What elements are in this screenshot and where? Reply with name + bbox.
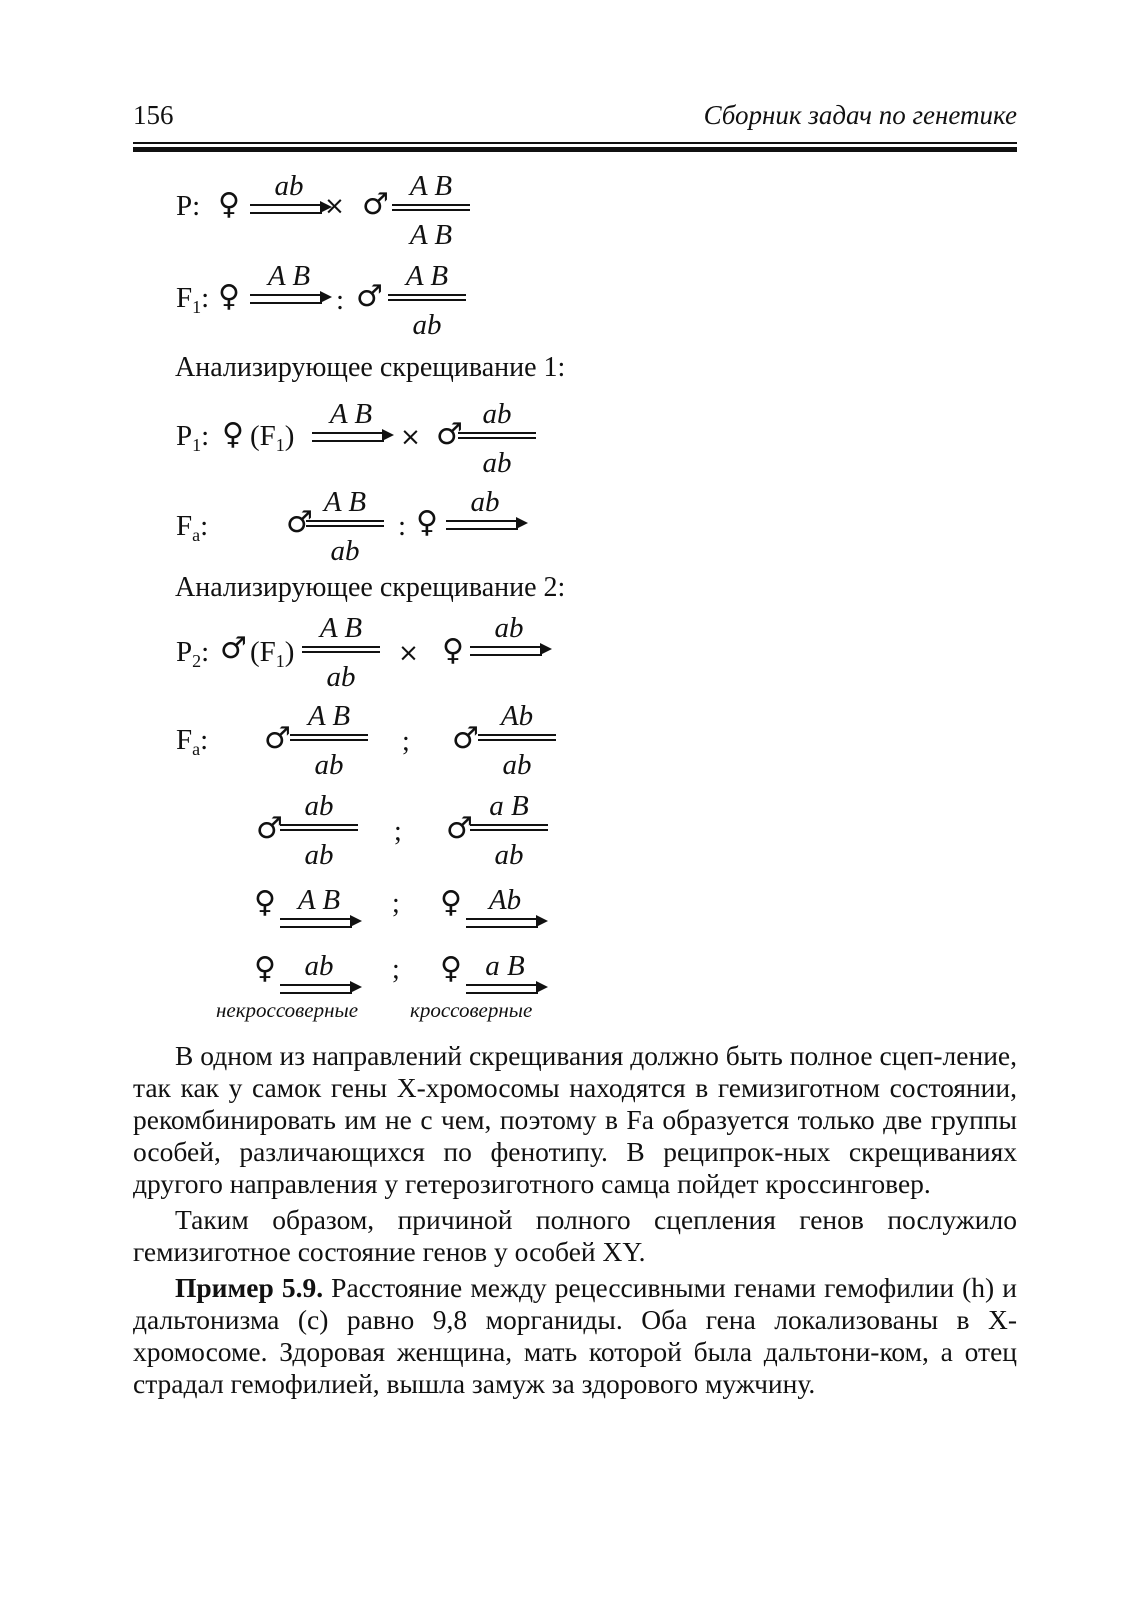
fa1-female-genotype: ab (446, 488, 524, 530)
separator: ; (402, 726, 410, 757)
cross-symbol: × (324, 191, 345, 220)
female-symbol: ♀ (440, 885, 462, 920)
female-symbol: ♀ (254, 951, 276, 986)
female-symbol: ♀ (218, 279, 240, 314)
example-title: Пример 5.9. (175, 1272, 324, 1303)
p1-female-genotype: A B (312, 400, 390, 442)
fa2-female-genotype: a B (466, 952, 544, 994)
p-female-genotype: ab (250, 172, 328, 214)
x-chromosome-arrow (470, 646, 542, 656)
paragraph: В одном из направлений скрещивания должно быть полное сцеп-ление, так как у самок гены X-хромосомы находятся в гемизиготном состоянии, рекомбинировать им не с чем, поэтому в Fa образуется только две группы особей, различающихся по фенотипу. В реципрок-ных скрещиваниях другого направления у гетерозиготного самца пойдет кроссинговер. (133, 1040, 1017, 1199)
fa-label: $F_a$: (176, 724, 209, 759)
male-symbol: ♂ (452, 721, 479, 756)
ratio-colon: : (398, 510, 407, 542)
fa2-female-genotype: Ab (466, 886, 544, 928)
male-symbol: ♂ (356, 279, 383, 314)
caption-noncrossover: некроссоверные (216, 998, 359, 1022)
cross-symbol: × (400, 422, 421, 451)
male-symbol: ♂ (264, 721, 291, 756)
x-chromosome-arrow (466, 984, 538, 994)
fa1-male-genotype: A B ab (306, 488, 384, 566)
fa2-male-genotype: ab ab (280, 792, 358, 870)
ratio-colon: : (336, 284, 345, 316)
f1-female-genotype: A B (250, 262, 328, 304)
fa2-male-genotype: A B ab (290, 702, 368, 780)
female-symbol: ♀ (218, 187, 240, 222)
analysis-1-heading: Анализирующее скрещивание 1: (175, 352, 566, 383)
p2-label: $P_2$: (176, 636, 210, 671)
male-symbol: ♂ (446, 811, 473, 846)
fa2-female-genotype: ab (280, 952, 358, 994)
page-number: 156 (133, 100, 174, 130)
male-symbol: ♂ (256, 811, 283, 846)
p-male-genotype: A B A B (392, 172, 470, 250)
x-chromosome-arrow (280, 918, 352, 928)
male-symbol: ♂ (286, 505, 313, 540)
paragraph: Таким образом, причиной полного сцепления генов послужило гемизиготное состояние генов у особей XY. (133, 1204, 1017, 1267)
p2-male-genotype: A B ab (302, 614, 380, 692)
female-symbol: ♀ (254, 885, 276, 920)
female-symbol: ♀ (416, 505, 438, 540)
fa2-male-genotype: Ab ab (478, 702, 556, 780)
x-chromosome-arrow (446, 520, 518, 530)
x-chromosome-arrow (280, 984, 352, 994)
p1-parent-label: $(F_1)$ (250, 420, 295, 455)
analysis-2-heading: Анализирующее скрещивание 2: (175, 572, 566, 603)
male-symbol: ♂ (436, 417, 463, 452)
p1-label: $P_1$: (176, 420, 210, 455)
x-chromosome-arrow (250, 204, 322, 214)
cross-symbol: × (398, 638, 419, 667)
separator: ; (392, 954, 400, 985)
p-label: P: (176, 190, 201, 222)
fa-label: $F_a$: (176, 510, 209, 545)
body-text (133, 1040, 1017, 1404)
fa2-male-genotype: a B ab (470, 792, 548, 870)
p2-parent-label: $(F_1)$ (250, 636, 295, 671)
male-symbol: ♂ (362, 187, 389, 222)
f1-male-genotype: A B ab (388, 262, 466, 340)
example-paragraph: Пример 5.9. Расстояние между рецессивными генами гемофилии (h) и дальтонизма (c) равно 9,8 морганиды. Оба гена локализованы в X-хромосоме. Здоровая женщина, мать которой была дальтони-ком, а отец страдал гемофилией, вышла замуж за здорового мужчину. (133, 1272, 1017, 1399)
separator: ; (394, 816, 402, 847)
x-chromosome-arrow (250, 294, 322, 304)
female-symbol: ♀ (442, 633, 464, 668)
x-chromosome-arrow (312, 432, 384, 442)
running-title: Сборник задач по генетике (703, 100, 1017, 130)
female-symbol: ♀ (222, 417, 244, 452)
caption-crossover: кроссоверные (410, 998, 533, 1022)
p2-female-genotype: ab (470, 614, 548, 656)
x-chromosome-arrow (466, 918, 538, 928)
female-symbol: ♀ (440, 951, 462, 986)
male-symbol: ♂ (220, 631, 247, 666)
f1-label: $F_1$: (176, 282, 210, 317)
fa2-female-genotype: A B (280, 886, 358, 928)
p1-male-genotype: ab ab (458, 400, 536, 478)
separator: ; (392, 888, 400, 919)
